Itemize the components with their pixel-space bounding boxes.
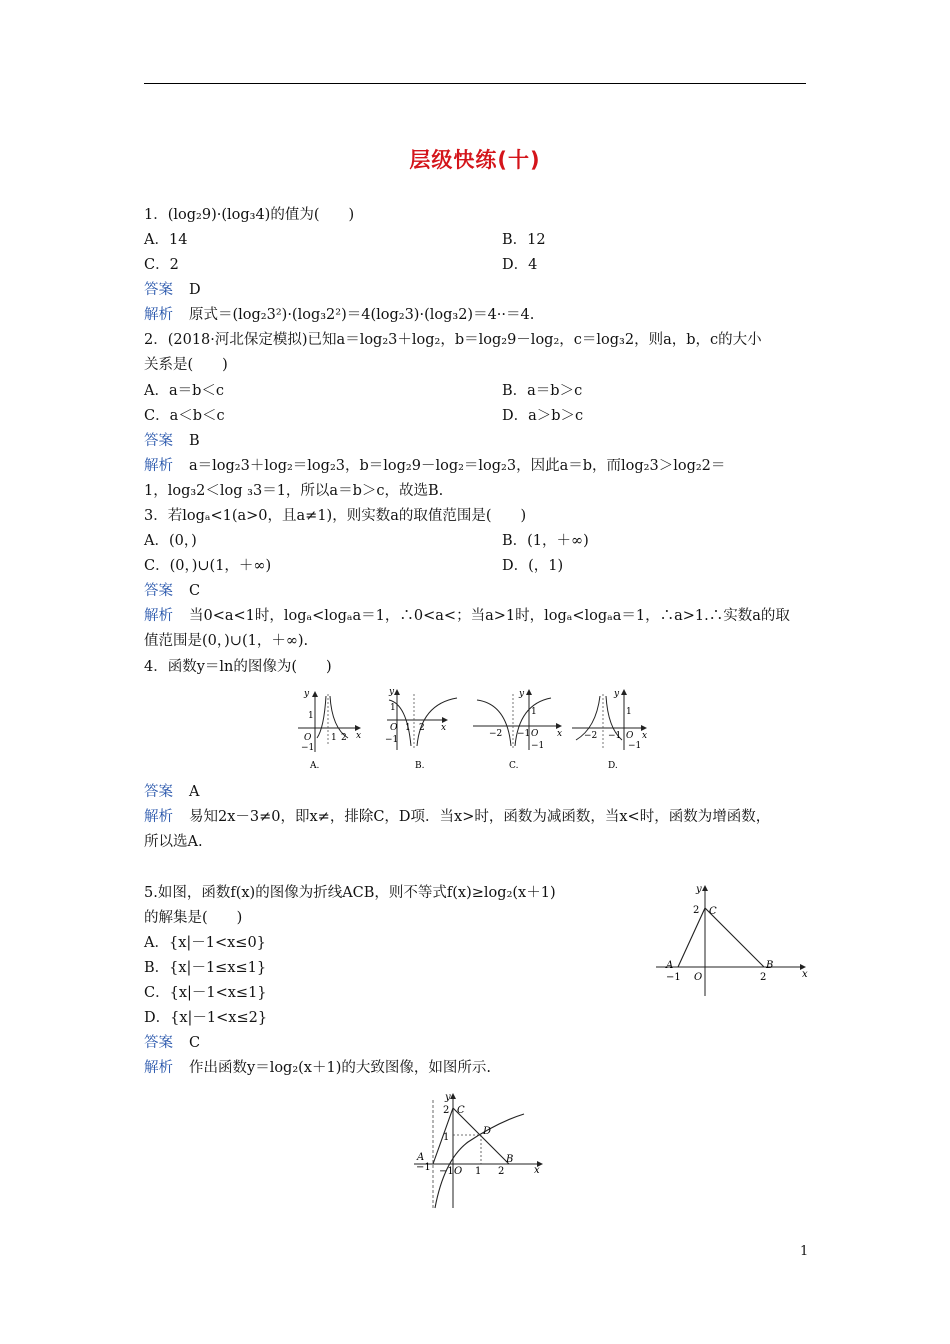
q1-option-c: C．2	[144, 257, 179, 273]
point-label-b: B	[506, 1154, 514, 1165]
q2-option-c: C．a＜b＜c	[144, 408, 225, 424]
page-title: 层级快练(十)	[409, 148, 541, 172]
point-label-a: A	[417, 1152, 425, 1163]
graph-d	[572, 689, 647, 771]
analysis-text: 原式＝(log₂3²)·(log₃2²)＝4(log₂3)·(log₃2)＝4··＝4.	[189, 307, 535, 323]
origin-label: O	[390, 723, 398, 733]
axis-x-label: x	[642, 731, 648, 741]
tick-label: 2	[693, 905, 700, 916]
q2-answer	[144, 432, 200, 450]
answer-label: 答案	[144, 1035, 173, 1051]
analysis-label: 解析	[144, 1060, 173, 1076]
axis-x-label: x	[802, 969, 808, 980]
tick-label: −1	[531, 741, 545, 751]
q5-figure-acb	[650, 880, 810, 998]
tick-label: −1	[628, 741, 642, 751]
tick-label: −1	[517, 729, 531, 739]
q1-option-a: A．14	[144, 232, 188, 248]
q4-answer	[144, 783, 199, 801]
answer-value: B	[189, 433, 200, 449]
axis-x-label: x	[441, 723, 447, 733]
axis-x-label: x	[557, 729, 563, 739]
q3-answer	[144, 582, 200, 600]
graph-b	[385, 687, 457, 771]
origin-label: O	[694, 972, 703, 983]
graph-label-a: A.	[310, 761, 320, 771]
tick-label: 1	[475, 1166, 482, 1177]
tick-label: 1	[443, 1132, 450, 1143]
tick-label: −1	[666, 972, 681, 983]
q3-option-a: A．(0，)	[144, 533, 197, 549]
point-label-c: C	[709, 906, 717, 917]
q5-answer	[144, 1034, 200, 1052]
answer-value: A	[189, 784, 200, 800]
q3-option-d: D．(，1)	[502, 558, 564, 574]
q2-stem-line2: 关系是( )	[144, 357, 228, 373]
q1-option-d: D．4	[502, 257, 538, 273]
tick-label: −1	[439, 1166, 454, 1177]
q5-option-c: C．{x|－1<x≤1}	[144, 985, 267, 1001]
tick-label: 2	[443, 1105, 450, 1116]
q1-analysis	[144, 306, 534, 324]
q2-stem-line1: 2．(2018·河北保定模拟)已知a＝log₂3＋log₂，b＝log₂9－log₂，c＝log₃2，则a，b，c的大小	[144, 332, 762, 348]
q5-option-d: D．{x|－1<x≤2}	[144, 1010, 268, 1026]
q3-stem: 3．若logₐ<1(a>0，且a≠1)，则实数a的取值范围是( )	[144, 508, 527, 524]
header-rule	[144, 83, 806, 84]
graph-label-c: C.	[509, 761, 519, 771]
q4-stem: 4．函数y＝ln的图像为( )	[144, 659, 332, 675]
axis-y-label: y	[519, 689, 525, 699]
graph-label-b: B.	[415, 761, 425, 771]
q1-option-b: B．12	[502, 232, 546, 248]
point-label-a: A	[666, 960, 674, 971]
origin-label: O	[531, 729, 539, 739]
answer-label: 答案	[144, 433, 173, 449]
answer-value: D	[189, 282, 201, 298]
analysis-text: a＝log₂3＋log₂＝log₂3，b＝log₂9－log₂＝log₂3，因此a＝b，而log₂3＞log₂2＝	[189, 458, 726, 474]
tick-label: 1	[308, 711, 314, 721]
analysis-label: 解析	[144, 608, 173, 624]
graph-a	[298, 689, 361, 771]
q3-analysis-line2: 值范围是(0，)∪(1，＋∞).	[144, 633, 309, 649]
tick-label: −1	[301, 743, 315, 753]
tick-label: −2	[584, 731, 598, 741]
q4-analysis-line1	[144, 808, 770, 826]
analysis-label: 解析	[144, 307, 173, 323]
q5-stem-line2: 的解集是( )	[144, 910, 243, 926]
axis-y-label: y	[614, 689, 620, 699]
page-number: 1	[800, 1244, 809, 1259]
tick-label: 2	[419, 723, 425, 733]
origin-label: O	[626, 731, 634, 741]
tick-label: −1	[385, 735, 399, 745]
analysis-label: 解析	[144, 458, 173, 474]
q5-option-a: A．{x|－1<x≤0}	[144, 935, 266, 951]
q3-option-b: B．(1，＋∞)	[502, 533, 589, 549]
tick-label: 1	[626, 707, 632, 717]
answer-value: C	[189, 583, 201, 599]
q2-analysis-line1	[144, 457, 725, 475]
axis-y-label: y	[304, 689, 310, 699]
analysis-text: 易知2x－3≠0，即x≠，排除C，D项．当x>时，函数为减函数，当x<时，函数为增函数，	[189, 809, 771, 825]
axis-x-label: x	[534, 1165, 540, 1176]
answer-label: 答案	[144, 583, 173, 599]
answer-value: C	[189, 1035, 201, 1051]
q2-analysis-line2: 1，log₃2＜log ₃3＝1，所以a＝b＞c，故选B.	[144, 483, 444, 499]
q2-option-a: A．a＝b＜c	[144, 383, 225, 399]
axis-y-label: y	[696, 884, 702, 895]
axis-y-label: y	[445, 1092, 451, 1103]
graph-c	[473, 689, 562, 771]
q3-option-c: C．(0，)∪(1，＋∞)	[144, 558, 272, 574]
axis-x-label: x	[356, 731, 362, 741]
origin-label: O	[454, 1166, 463, 1177]
graph-label-d: D.	[608, 761, 618, 771]
q4-graphs	[290, 686, 670, 772]
point-label-c: C	[457, 1105, 465, 1116]
tick-label: 2	[341, 733, 347, 743]
tick-label: 1	[331, 733, 337, 743]
tick-label: 1	[405, 723, 411, 733]
q5-option-b: B．{x|－1≤x≤1}	[144, 960, 267, 976]
analysis-label: 解析	[144, 809, 173, 825]
answer-label: 答案	[144, 784, 173, 800]
tick-label: 1	[531, 707, 537, 717]
q2-option-b: B．a＝b＞c	[502, 383, 583, 399]
q1-stem: 1．(log₂9)·(log₃4)的值为( )	[144, 207, 355, 223]
q3-analysis-line1	[144, 607, 790, 625]
tick-label: −1	[608, 731, 622, 741]
tick-label: 2	[498, 1166, 505, 1177]
tick-label: −1	[416, 1162, 431, 1173]
q5-analysis	[144, 1059, 491, 1077]
tick-label: 2	[760, 972, 767, 983]
tick-label: 1	[390, 703, 396, 713]
origin-label: O	[304, 733, 312, 743]
point-label-b: B	[766, 960, 774, 971]
analysis-text: 当0<a<1时，logₐ<logₐa＝1，∴0<a<；当a>1时，logₐ<logₐa＝1，∴a>1.∴实数a的取	[189, 608, 790, 624]
q5-figure-log	[408, 1090, 548, 1212]
answer-label: 答案	[144, 282, 173, 298]
analysis-text: 作出函数y＝log₂(x＋1)的大致图像，如图所示.	[189, 1060, 491, 1076]
q5-stem-line1: 5.如图，函数f(x)的图像为折线ACB，则不等式f(x)≥log₂(x＋1)	[144, 885, 556, 901]
tick-label: −2	[489, 729, 503, 739]
axis-y-label: y	[389, 687, 395, 697]
point-label-d: D	[483, 1126, 492, 1137]
q4-analysis-line2: 所以选A.	[144, 834, 203, 850]
q2-option-d: D．a＞b＞c	[502, 408, 584, 424]
q1-answer	[144, 281, 201, 299]
